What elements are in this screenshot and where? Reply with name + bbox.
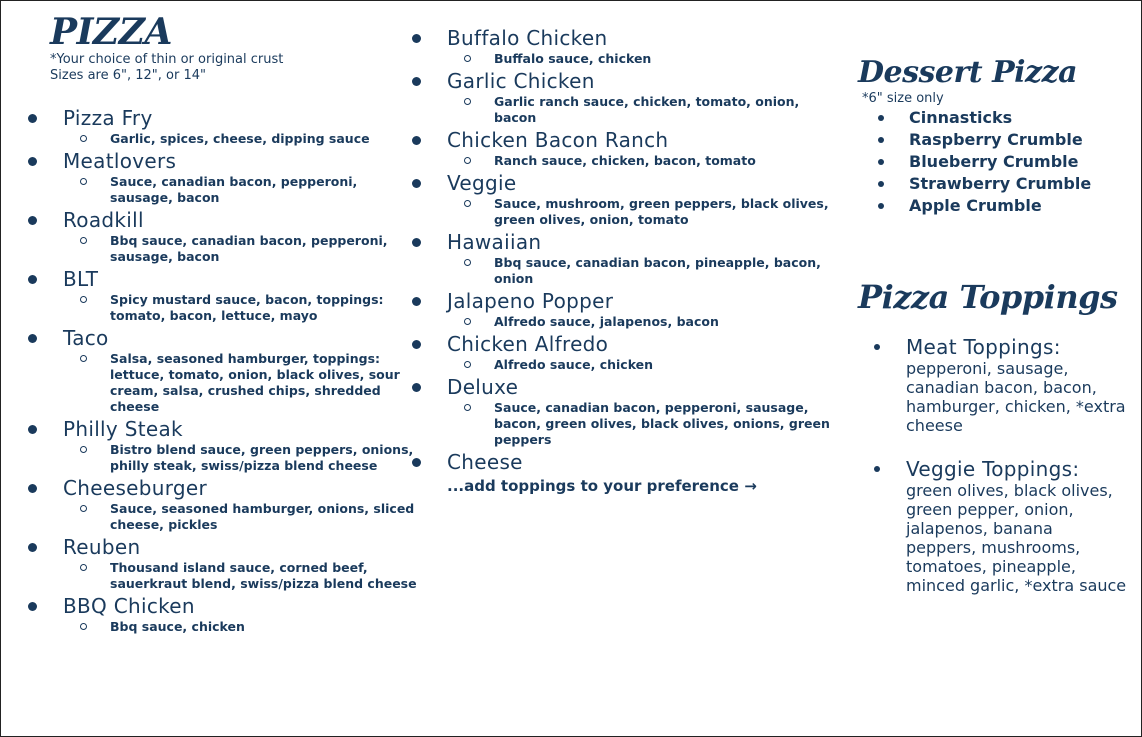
list-item <box>858 457 1128 595</box>
page-title: PIZZA <box>50 11 172 53</box>
veggie-toppings-text: green olives, black olives, green pepper, onion, jalapenos, banana peppers, mushrooms, tomatoes, pineapple, minced garlic, *extra sauce <box>906 481 1127 595</box>
bullet-icon <box>412 297 421 306</box>
list-item <box>28 149 418 206</box>
list-item <box>858 129 1128 151</box>
item-name: Reuben <box>63 535 141 559</box>
item-desc <box>412 357 832 373</box>
item-name: BLT <box>63 267 99 291</box>
item-desc-text: Alfredo sauce, jalapenos, bacon <box>494 314 719 329</box>
list-item <box>858 107 1128 129</box>
list-item <box>412 289 832 330</box>
bullet-icon <box>878 115 884 121</box>
circle-bullet-icon <box>80 355 87 362</box>
dessert-note: *6" size only <box>862 91 944 106</box>
bullet-icon <box>412 179 421 188</box>
list-item <box>412 450 832 475</box>
circle-bullet-icon <box>464 259 471 266</box>
circle-bullet-icon <box>464 55 471 62</box>
item-name: BBQ Chicken <box>63 594 195 618</box>
dessert-item: Strawberry Crumble <box>909 174 1092 193</box>
item-name: Hawaiian <box>447 230 542 254</box>
item-desc-text: Bbq sauce, canadian bacon, pepperoni, sausage, bacon <box>110 233 388 264</box>
item-name: Veggie <box>447 171 517 195</box>
bullet-icon <box>878 181 884 187</box>
list-item <box>412 26 832 67</box>
bullet-icon <box>28 114 37 123</box>
item-desc-text: Sauce, seasoned hamburger, onions, sliced cheese, pickles <box>110 501 415 532</box>
circle-bullet-icon <box>464 98 471 105</box>
toppings-list <box>858 335 1128 595</box>
item-desc <box>28 131 418 147</box>
list-item <box>28 417 418 474</box>
dessert-item: Apple Crumble <box>909 196 1042 215</box>
item-desc <box>28 351 418 415</box>
bullet-icon <box>28 334 37 343</box>
circle-bullet-icon <box>80 623 87 630</box>
list-item <box>28 594 418 635</box>
circle-bullet-icon <box>464 200 471 207</box>
bullet-icon <box>878 159 884 165</box>
circle-bullet-icon <box>80 505 87 512</box>
item-desc <box>28 560 418 592</box>
meat-toppings-text: pepperoni, sausage, canadian bacon, bacon, hamburger, chicken, *extra cheese <box>906 359 1126 435</box>
bullet-icon <box>28 484 37 493</box>
dessert-item: Blueberry Crumble <box>909 152 1079 171</box>
item-desc <box>28 174 418 206</box>
dessert-item: Cinnasticks <box>909 108 1013 127</box>
item-desc-text: Alfredo sauce, chicken <box>494 357 654 372</box>
crust-note: *Your choice of thin or original crust <box>50 52 284 67</box>
veggie-toppings-heading: Veggie Toppings: <box>906 457 1080 481</box>
list-item <box>412 230 832 287</box>
item-desc-text: Thousand island sauce, corned beef, sauerkraut blend, swiss/pizza blend cheese <box>110 560 417 591</box>
list-item <box>28 476 418 533</box>
dessert-title: Dessert Pizza <box>858 55 1078 90</box>
bullet-icon <box>28 602 37 611</box>
bullet-icon <box>878 137 884 143</box>
menu-column-3 <box>858 55 1128 595</box>
item-name: Chicken Alfredo <box>447 332 609 356</box>
item-desc <box>28 233 418 265</box>
item-name: Buffalo Chicken <box>447 26 608 50</box>
item-desc <box>28 292 418 324</box>
circle-bullet-icon <box>464 318 471 325</box>
item-name: Deluxe <box>447 375 519 399</box>
item-desc-text: Spicy mustard sauce, bacon, toppings: tomato, bacon, lettuce, mayo <box>110 292 384 323</box>
bullet-icon <box>412 383 421 392</box>
list-item <box>858 151 1128 173</box>
item-name: Cheese <box>447 450 523 474</box>
bullet-icon <box>412 238 421 247</box>
item-desc <box>412 400 832 448</box>
item-desc-text: Salsa, seasoned hamburger, toppings: lettuce, tomato, onion, black olives, sour cream, salsa, crushed chips, shredded cheese <box>110 351 400 414</box>
bullet-icon <box>412 34 421 43</box>
item-name: Roadkill <box>63 208 144 232</box>
circle-bullet-icon <box>80 237 87 244</box>
list-item <box>28 535 418 592</box>
item-name: Pizza Fry <box>63 106 153 130</box>
item-desc-text: Sauce, mushroom, green peppers, black olives, green olives, onion, tomato <box>494 196 829 227</box>
menu-column-2 <box>412 26 832 495</box>
list-item <box>28 208 418 265</box>
list-item <box>28 326 418 415</box>
cheese-note: ...add toppings to your preference → <box>447 477 757 495</box>
item-desc-text: Bbq sauce, chicken <box>110 619 245 634</box>
item-desc <box>412 94 832 126</box>
item-desc <box>412 255 832 287</box>
list-item <box>858 195 1128 217</box>
item-desc-text: Buffalo sauce, chicken <box>494 51 652 66</box>
item-desc-text: Sauce, canadian bacon, pepperoni, sausage, bacon, green olives, black olives, onions, green peppers <box>494 400 830 447</box>
pizza-list-1 <box>28 106 418 635</box>
bullet-icon <box>412 458 421 467</box>
bullet-icon <box>28 216 37 225</box>
item-desc <box>28 619 418 635</box>
circle-bullet-icon <box>80 446 87 453</box>
circle-bullet-icon <box>80 564 87 571</box>
bullet-icon <box>28 543 37 552</box>
bullet-icon <box>878 203 884 209</box>
list-item <box>412 69 832 126</box>
bullet-icon <box>28 425 37 434</box>
item-desc <box>28 442 418 474</box>
item-name: Taco <box>63 326 109 350</box>
list-item <box>412 375 832 448</box>
dessert-list <box>858 107 1128 217</box>
item-desc <box>412 196 832 228</box>
bullet-icon <box>412 136 421 145</box>
meat-toppings-heading: Meat Toppings: <box>906 335 1061 359</box>
list-item <box>412 332 832 373</box>
item-desc-text: Bbq sauce, canadian bacon, pineapple, bacon, onion <box>494 255 821 286</box>
item-desc-text: Bistro blend sauce, green peppers, onions, philly steak, swiss/pizza blend cheese <box>110 442 414 473</box>
item-name: Cheeseburger <box>63 476 208 500</box>
item-name: Chicken Bacon Ranch <box>447 128 669 152</box>
circle-bullet-icon <box>464 361 471 368</box>
list-item <box>412 128 832 169</box>
dessert-item: Raspberry Crumble <box>909 130 1083 149</box>
item-desc-text: Garlic ranch sauce, chicken, tomato, onion, bacon <box>494 94 800 125</box>
bullet-icon <box>874 466 880 472</box>
sizes-note: Sizes are 6", 12", or 14" <box>50 68 206 83</box>
bullet-icon <box>874 344 880 350</box>
toppings-title: Pizza Toppings <box>858 278 1118 316</box>
bullet-icon <box>28 275 37 284</box>
item-name: Philly Steak <box>63 417 183 441</box>
item-name: Garlic Chicken <box>447 69 595 93</box>
item-desc <box>412 153 832 169</box>
list-item <box>28 267 418 324</box>
item-desc-text: Sauce, canadian bacon, pepperoni, sausage, bacon <box>110 174 358 205</box>
pizza-list-2 <box>412 26 832 475</box>
circle-bullet-icon <box>80 135 87 142</box>
item-desc <box>28 501 418 533</box>
list-item <box>858 335 1128 435</box>
list-item <box>858 173 1128 195</box>
circle-bullet-icon <box>464 157 471 164</box>
bullet-icon <box>412 340 421 349</box>
item-desc <box>412 51 832 67</box>
item-desc-text: Garlic, spices, cheese, dipping sauce <box>110 131 370 146</box>
item-desc-text: Ranch sauce, chicken, bacon, tomato <box>494 153 756 168</box>
bullet-icon <box>412 77 421 86</box>
circle-bullet-icon <box>80 296 87 303</box>
bullet-icon <box>28 157 37 166</box>
item-name: Meatlovers <box>63 149 177 173</box>
item-name: Jalapeno Popper <box>447 289 614 313</box>
list-item <box>28 106 418 147</box>
item-desc <box>412 314 832 330</box>
circle-bullet-icon <box>464 404 471 411</box>
circle-bullet-icon <box>80 178 87 185</box>
list-item <box>412 171 832 228</box>
menu-column-1 <box>28 12 418 637</box>
